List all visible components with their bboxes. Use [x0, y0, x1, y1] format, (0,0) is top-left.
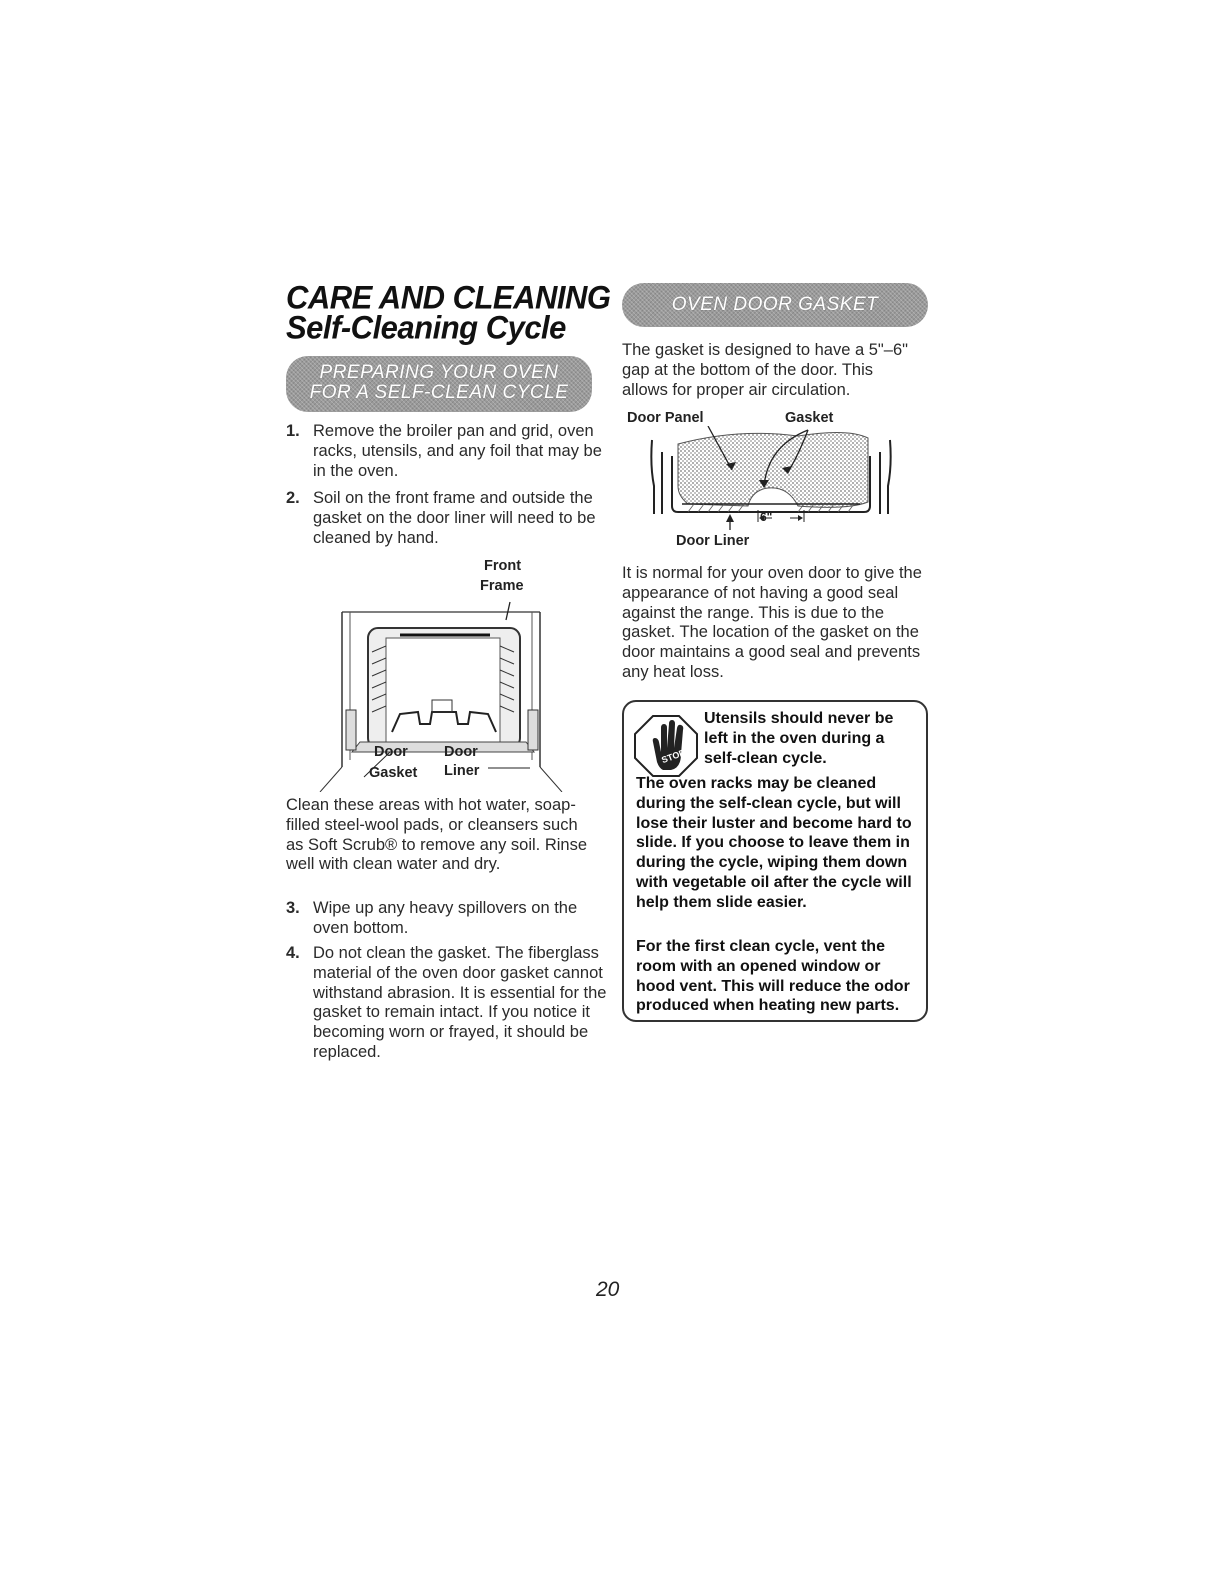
label-door-panel: Door Panel [627, 410, 704, 426]
label-door-liner: Door Liner [676, 533, 750, 549]
step-4 [286, 944, 607, 1063]
step-text: Wipe up any heavy spillovers on the oven bottom. [313, 899, 578, 937]
step-text: Soil on the front frame and outside the gasket on the door liner will need to be cleaned by hand. [313, 489, 596, 547]
clean-paragraph: Clean these areas with hot water, soap-filled steel-wool pads, or cleansers such as Soft Scrub® to remove any soil. Rinse well with clean water and dry. [286, 796, 588, 874]
door-gasket-cross-section-illustration [648, 426, 904, 530]
step-number: 4. [286, 944, 300, 962]
preparing-banner [286, 356, 592, 412]
step-text: Remove the broiler pan and grid, oven racks, utensils, and any foil that may be in the oven. [313, 422, 602, 480]
stop-hand-icon [633, 714, 699, 778]
label-door-liner-liner: Liner [444, 763, 480, 779]
gasket-intro: The gasket is designed to have a 5"–6" gap at the bottom of the door. This allows for proper air circulation. [622, 341, 908, 399]
oven-front-frame-illustration [300, 592, 585, 792]
label-gasket: Gasket [785, 410, 834, 426]
stop-icon-text: STOP! [660, 746, 690, 766]
step-2 [286, 489, 617, 548]
banner-line-1: PREPARING YOUR OVEN [319, 362, 559, 383]
step-3 [286, 899, 617, 939]
label-gap: 6" [760, 510, 773, 524]
section-subtitle: Self-Cleaning Cycle [286, 309, 566, 346]
step-1 [286, 422, 617, 481]
label-door-gasket-door: Door [374, 744, 408, 760]
section-title: CARE AND CLEANING [286, 279, 611, 316]
label-front: Front [484, 558, 522, 574]
normal-seal-paragraph: It is normal for your oven door to give the appearance of not having a good seal against the range. This is due to the gasket. The location of the gasket on the door maintains a good seal and prevents any heat loss. [622, 564, 922, 681]
step-number: 1. [286, 422, 300, 440]
label-frame: Frame [480, 578, 524, 594]
step-number: 3. [286, 899, 300, 917]
step-number: 2. [286, 489, 300, 507]
page-number: 20 [596, 1278, 620, 1301]
step-text: Do not clean the gasket. The fiberglass material of the oven door gasket cannot withstand abrasion. It is essential for the gasket to remain intact. If you notice it becoming worn or frayed, it should be replaced. [313, 944, 607, 1061]
banner-line-2: FOR A SELF-CLEAN CYCLE [309, 382, 569, 403]
oven-door-gasket-banner: OVEN DOOR GASKET [622, 283, 928, 327]
callout-first-cycle-paragraph: For the first clean cycle, vent the room with an opened window or hood vent. This will reduce the odor produced when heating new parts. [636, 938, 910, 1015]
callout-headline: Utensils should never be left in the oven during a self-clean cycle. [704, 710, 894, 767]
label-door-liner-door: Door [444, 744, 478, 760]
label-door-gasket-gasket: Gasket [369, 765, 418, 781]
callout-racks-paragraph: The oven racks may be cleaned during the self-clean cycle, but will lose their luster and become hard to slide. If you choose to leave them in during the cycle, wiping them down with vegetable oil after the cycle will help them slide easier. [636, 775, 912, 911]
